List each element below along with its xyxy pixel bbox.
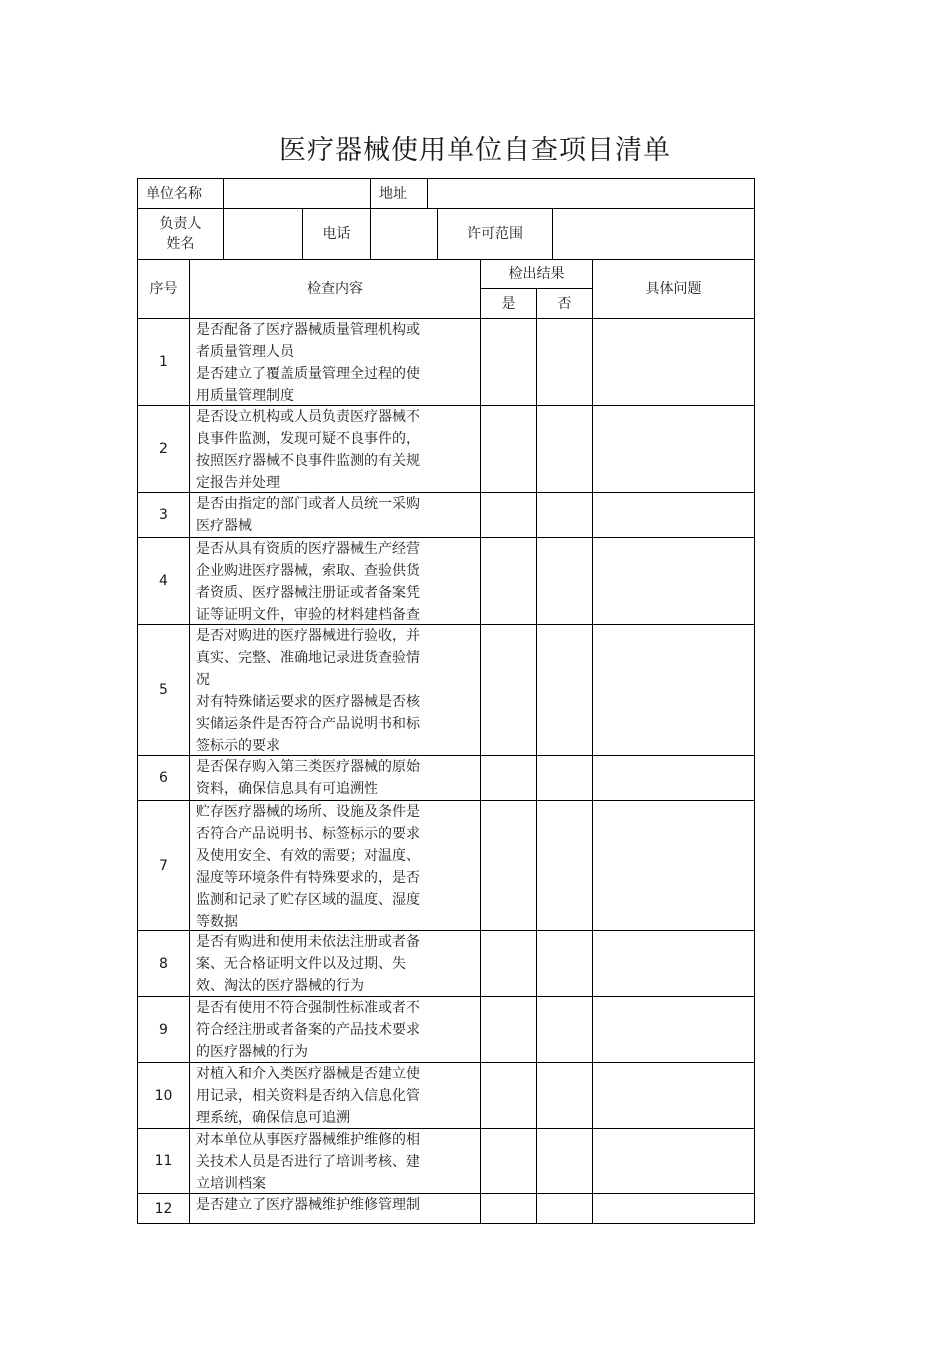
row-index: 7	[137, 800, 190, 931]
unit-name-label: 单位名称	[137, 178, 224, 209]
result-yes-cell[interactable]	[480, 755, 537, 801]
address-label: 地址	[370, 178, 428, 209]
content-line: 况	[196, 672, 210, 688]
result-yes-cell[interactable]	[480, 996, 537, 1063]
result-no-cell[interactable]	[536, 755, 593, 801]
content-line: 证等证明文件，审验的材料建档备查	[196, 607, 420, 623]
content-line: 案、无合格证明文件以及过期、失	[196, 956, 406, 972]
content-line: 符合经注册或者备案的产品技术要求	[196, 1022, 420, 1038]
result-no-cell[interactable]	[536, 405, 593, 493]
result-yes-cell[interactable]	[480, 405, 537, 493]
issue-cell[interactable]	[592, 800, 755, 931]
result-yes-cell[interactable]	[480, 537, 537, 625]
col-no-header: 否	[536, 288, 593, 319]
issue-cell[interactable]	[592, 1062, 755, 1129]
content-line: 医疗器械	[196, 518, 252, 534]
content-line: 贮存医疗器械的场所、设施及条件是	[196, 804, 420, 820]
content-line: 是否从具有资质的医疗器械生产经营	[196, 541, 420, 557]
issue-cell[interactable]	[592, 1128, 755, 1194]
content-line: 者资质、医疗器械注册证或者备案凭	[196, 585, 420, 601]
content-line: 企业购进医疗器械，索取、查验供货	[196, 563, 420, 579]
result-no-cell[interactable]	[536, 492, 593, 538]
phone-field[interactable]	[370, 208, 438, 260]
issue-cell[interactable]	[592, 1193, 755, 1224]
person-name-field[interactable]	[223, 208, 303, 260]
issue-cell[interactable]	[592, 996, 755, 1063]
row-index: 10	[137, 1062, 190, 1129]
content-line: 是否建立了覆盖质量管理全过程的使	[196, 366, 420, 382]
row-content	[189, 537, 481, 625]
result-no-cell[interactable]	[536, 800, 593, 931]
content-line: 者质量管理人员	[196, 344, 294, 360]
result-yes-cell[interactable]	[480, 1062, 537, 1129]
content-line: 湿度等环境条件有特殊要求的，是否	[196, 870, 420, 886]
result-yes-cell[interactable]	[480, 1128, 537, 1194]
phone-label: 电话	[302, 208, 371, 260]
content-line: 是否配备了医疗器械质量管理机构或	[196, 322, 420, 338]
result-no-cell[interactable]	[536, 537, 593, 625]
content-line: 用记录，相关资料是否纳入信息化管	[196, 1088, 420, 1104]
result-yes-cell[interactable]	[480, 1193, 537, 1224]
row-index: 12	[137, 1193, 190, 1224]
result-no-cell[interactable]	[536, 1193, 593, 1224]
issue-cell[interactable]	[592, 537, 755, 625]
content-line: 是否有购进和使用未依法注册或者备	[196, 934, 420, 950]
row-content	[189, 1062, 481, 1129]
issue-cell[interactable]	[592, 930, 755, 997]
content-line: 是否由指定的部门或者人员统一采购	[196, 496, 420, 512]
row-content	[189, 405, 481, 493]
content-line: 否符合产品说明书、标签标示的要求	[196, 826, 420, 842]
content-line: 是否保存购入第三类医疗器械的原始	[196, 759, 420, 775]
row-content	[189, 1193, 481, 1224]
content-line: 立培训档案	[196, 1176, 266, 1192]
content-line: 按照医疗器械不良事件监测的有关规	[196, 453, 420, 469]
row-content	[189, 1128, 481, 1194]
result-yes-cell[interactable]	[480, 930, 537, 997]
content-line: 关技术人员是否进行了培训考核、建	[196, 1154, 420, 1170]
issue-cell[interactable]	[592, 318, 755, 406]
row-index: 3	[137, 492, 190, 538]
row-content	[189, 492, 481, 538]
address-field[interactable]	[427, 178, 755, 209]
license-scope-field[interactable]	[552, 208, 755, 260]
result-no-cell[interactable]	[536, 996, 593, 1063]
row-index: 2	[137, 405, 190, 493]
row-index: 1	[137, 318, 190, 406]
content-line: 是否对购进的医疗器械进行验收，并	[196, 628, 420, 644]
content-line: 资料，确保信息具有可追溯性	[196, 781, 378, 797]
content-line: 真实、完整、准确地记录进货查验情	[196, 650, 420, 666]
person-label-line2: 姓名	[166, 236, 195, 252]
result-no-cell[interactable]	[536, 1128, 593, 1194]
issue-cell[interactable]	[592, 405, 755, 493]
page-title: 医疗器械使用单位自查项目清单	[279, 135, 671, 166]
content-line: 实储运条件是否符合产品说明书和标	[196, 716, 420, 732]
result-no-cell[interactable]	[536, 930, 593, 997]
unit-name-field[interactable]	[223, 178, 371, 209]
content-line: 及使用安全、有效的需要；对温度、	[196, 848, 420, 864]
row-content	[189, 755, 481, 801]
row-index: 9	[137, 996, 190, 1063]
col-index-header: 序号	[137, 259, 190, 319]
content-line: 对有特殊储运要求的医疗器械是否核	[196, 694, 420, 710]
row-content	[189, 800, 481, 931]
content-line: 对植入和介入类医疗器械是否建立使	[196, 1066, 420, 1082]
result-yes-cell[interactable]	[480, 624, 537, 756]
row-index: 8	[137, 930, 190, 997]
row-content	[189, 996, 481, 1063]
content-line: 是否有使用不符合强制性标准或者不	[196, 1000, 420, 1016]
row-index: 5	[137, 624, 190, 756]
result-no-cell[interactable]	[536, 318, 593, 406]
row-content	[189, 624, 481, 756]
person-label	[137, 208, 224, 260]
col-result-header: 检出结果	[480, 259, 593, 289]
row-content	[189, 318, 481, 406]
result-yes-cell[interactable]	[480, 800, 537, 931]
content-line: 效、淘汰的医疗器械的行为	[196, 978, 364, 994]
result-yes-cell[interactable]	[480, 492, 537, 538]
content-line: 定报告并处理	[196, 475, 280, 491]
content-line: 等数据	[196, 914, 238, 930]
content-line: 签标示的要求	[196, 738, 280, 754]
row-content	[189, 930, 481, 997]
result-no-cell[interactable]	[536, 624, 593, 756]
issue-cell[interactable]	[592, 624, 755, 756]
result-no-cell[interactable]	[536, 1062, 593, 1129]
issue-cell[interactable]	[592, 755, 755, 801]
content-line: 良事件监测，发现可疑不良事件的，	[196, 431, 420, 447]
content-line: 对本单位从事医疗器械维护维修的相	[196, 1132, 420, 1148]
content-line: 是否设立机构或人员负责医疗器械不	[196, 409, 420, 425]
row-index: 6	[137, 755, 190, 801]
col-content-header: 检查内容	[189, 259, 481, 319]
row-index: 11	[137, 1128, 190, 1194]
issue-cell[interactable]	[592, 492, 755, 538]
col-yes-header: 是	[480, 288, 537, 319]
content-line: 监测和记录了贮存区域的温度、湿度	[196, 892, 420, 908]
row-index: 4	[137, 537, 190, 625]
content-line: 理系统，确保信息可追溯	[196, 1110, 350, 1126]
license-scope-label: 许可范围	[437, 208, 553, 260]
col-issue-header: 具体问题	[592, 259, 755, 319]
content-line: 是否建立了医疗器械维护维修管理制	[196, 1197, 420, 1213]
result-yes-cell[interactable]	[480, 318, 537, 406]
content-line: 用质量管理制度	[196, 388, 294, 404]
person-label-line1: 负责人	[159, 216, 202, 232]
content-line: 的医疗器械的行为	[196, 1044, 308, 1060]
